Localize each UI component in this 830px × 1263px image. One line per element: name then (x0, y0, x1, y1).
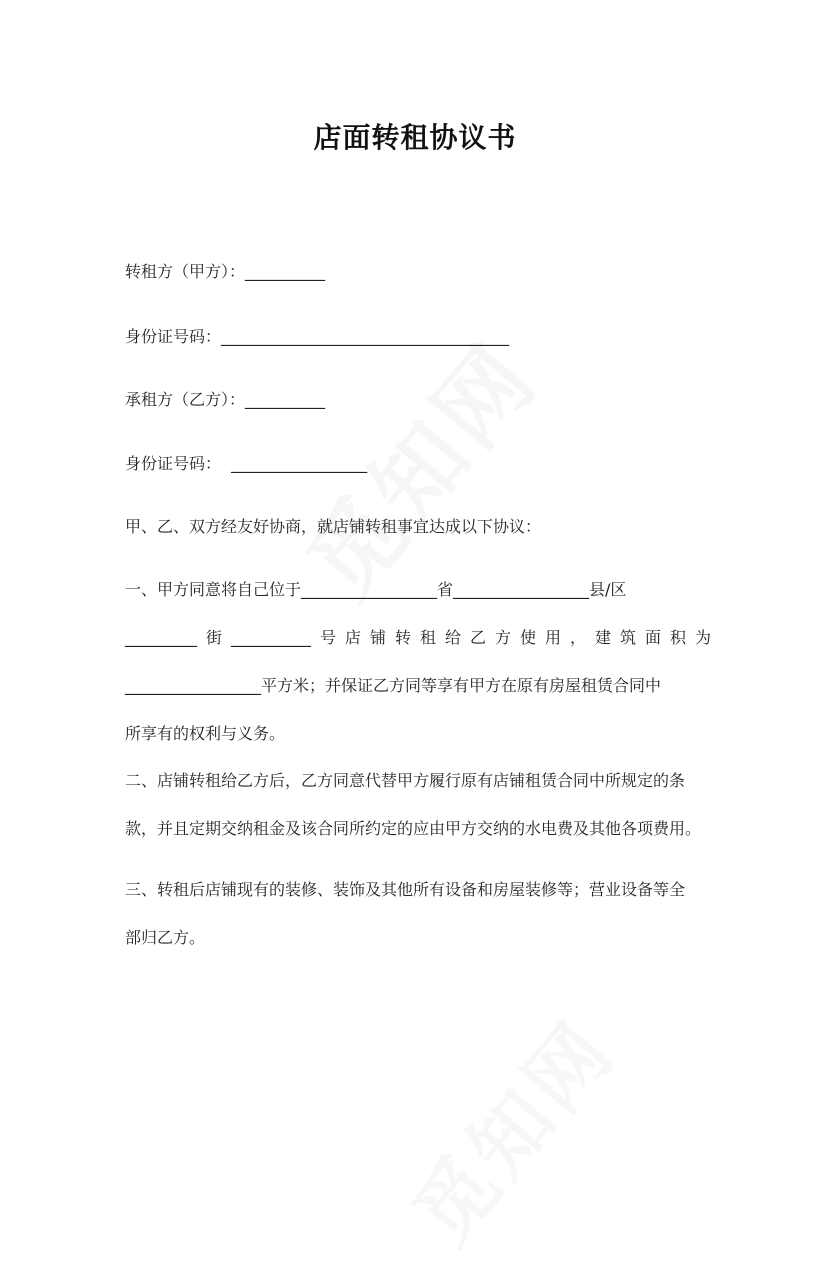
clause-3-line: 三、转租后店铺现有的装修、装饰及其他所有设备和房屋装修等；营业设备等全 (125, 880, 686, 899)
document-title: 店面转租协议书 (313, 121, 517, 154)
clause-1-word: 方 (494, 628, 511, 647)
clause-1-word: 建 (594, 628, 611, 647)
clause-1-word: 面 (644, 628, 661, 647)
clause-1-word: ， (569, 628, 586, 647)
sublessor-id-field: 身份证号码：____________________________________ (125, 327, 510, 346)
intro-paragraph: 甲、乙、双方经友好协商，就店铺转租事宜达成以下协议： (125, 517, 542, 536)
watermark (382, 992, 636, 1263)
clause-1-word: 筑 (619, 628, 636, 647)
clause-1-line (125, 628, 711, 648)
clause-1-word: 为 (694, 628, 711, 647)
clause-1-word: 租 (419, 628, 436, 647)
clause-1-word: 店 (344, 628, 361, 647)
clause-1-word: 使 (519, 628, 536, 647)
clause-1-word: 号 (319, 628, 336, 647)
clause-1-word: 积 (669, 628, 686, 647)
clause-2-line: 二、店铺转租给乙方后，乙方同意代替甲方履行原有店铺租赁合同中所规定的条 (125, 771, 686, 790)
clause-1-word: __________ (230, 628, 311, 647)
clause-2 (125, 771, 711, 839)
clause-1-word: 给 (444, 628, 461, 647)
sublessee-id-field: 身份证号码： _________________ (125, 454, 368, 473)
clause-1-word: 街 (205, 628, 222, 647)
clause-3 (125, 880, 711, 948)
clause-1-line: _________________平方米；并保证乙方同等享有甲方在原有房屋租赁合同中 (125, 676, 662, 695)
clause-1-line: 所享有的权利与义务。 (125, 724, 286, 743)
clause-1-line: 一、甲方同意将自己位于_________________省_________________县/区 (125, 580, 627, 599)
clause-1-word: 乙 (469, 628, 486, 647)
sublessee-field: 承租方（乙方）：__________ (125, 390, 326, 409)
clause-3-line: 部归乙方。 (125, 928, 206, 947)
clause-1 (125, 580, 711, 744)
clause-1-word: 转 (394, 628, 411, 647)
sublessor-field: 转租方（甲方）：__________ (125, 262, 326, 281)
clause-2-line: 款，并且定期交纳租金及该合同所约定的应由甲方交纳的水电费及其他各项费用。 (125, 819, 702, 838)
clause-1-word: 铺 (369, 628, 386, 647)
clause-1-word: 用 (544, 628, 561, 647)
clause-1-word: _________ (125, 628, 197, 647)
